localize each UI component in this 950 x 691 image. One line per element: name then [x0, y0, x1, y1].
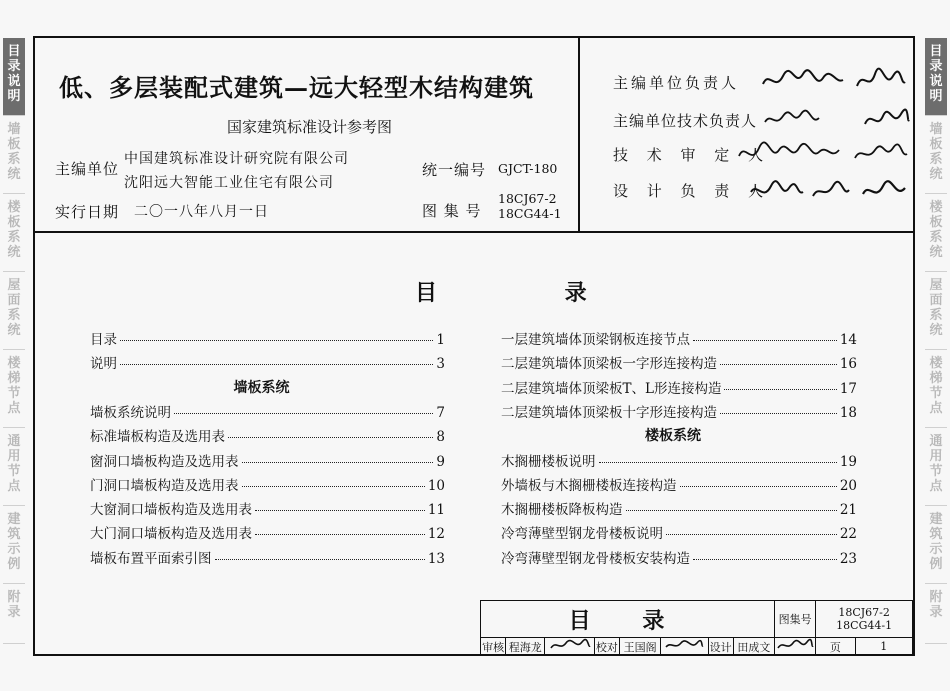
sidebar-tab-char: 目: [7, 44, 21, 59]
sidebar-tab-char: 墙: [929, 122, 943, 137]
toc-entry-page: 19: [839, 453, 857, 470]
unified-no-value: GJCT-180: [498, 161, 558, 176]
toc-section-heading: 楼板系统: [645, 428, 701, 445]
sidebar-tab-right-8[interactable]: [925, 584, 947, 644]
sidebar-tab-char: 附: [929, 590, 943, 605]
atlas-number: [816, 601, 913, 638]
sidebar-tab-char: 系: [929, 152, 943, 167]
toc-leader-dots: [228, 437, 433, 438]
toc-leader-dots: [242, 462, 434, 463]
toc-leader-dots: [599, 462, 837, 463]
toc-entry-page: 3: [436, 356, 445, 373]
editor-label: 主编单位: [55, 160, 120, 178]
sidebar-tab-char: 录: [929, 59, 943, 74]
toc-entry-title: 门洞口墙板构造及选用表: [90, 477, 239, 494]
sidebar-tab-char: 例: [929, 557, 943, 572]
resp-label-3: 技 术 审 定 人: [613, 146, 771, 164]
sidebar-tab-char: 筑: [929, 527, 943, 542]
sidebar-tab-left-5[interactable]: [3, 350, 25, 428]
toc-entry-title: 墙板布置平面索引图: [90, 550, 212, 567]
toc-entry[interactable]: [501, 498, 857, 518]
toc-entry-title: 目录: [90, 332, 117, 348]
resp-label-2: 主编单位技术负责人: [613, 112, 758, 130]
toc-entry-title: 外墙板与木搁栅楼板连接构造: [501, 477, 677, 494]
page-number: 1: [855, 638, 912, 656]
toc-leader-dots: [174, 413, 433, 414]
sidebar-tab-char: 节: [7, 464, 21, 479]
sidebar-tab-left-4[interactable]: [3, 272, 25, 350]
toc-entry[interactable]: [501, 547, 857, 567]
date-value: 二〇一八年八月一日: [134, 204, 269, 220]
toc-leader-dots: [680, 486, 837, 487]
sidebar-tab-char: 点: [7, 479, 21, 494]
sidebar-tab-char: 墙: [7, 122, 21, 137]
sidebar-tab-right-5[interactable]: [925, 350, 947, 428]
toc-entry[interactable]: [90, 522, 445, 542]
toc-entry[interactable]: [90, 328, 445, 348]
toc-entry-title: 说明: [90, 356, 117, 373]
sidebar-tab-left-2[interactable]: [3, 116, 25, 194]
atlas-no-label: 图 集 号: [422, 202, 482, 220]
signature-3: [735, 136, 911, 170]
sidebar-tab-char: 节: [929, 464, 943, 479]
sidebar-tab-char: 统: [7, 167, 21, 182]
sidebar-tab-char: 统: [929, 245, 943, 260]
sidebar-tab-char: 点: [929, 479, 943, 494]
sidebar-tab-char: 板: [7, 215, 21, 230]
sidebar-tab-right-1[interactable]: [925, 38, 947, 116]
toc-leader-dots: [255, 534, 425, 535]
sidebar-tab-char: 楼: [929, 356, 943, 371]
toc-leader-dots: [120, 364, 433, 365]
sidebar-tab-char: 板: [929, 215, 943, 230]
sidebar-tab-char: 建: [929, 512, 943, 527]
sidebar-tab-char: 通: [929, 434, 943, 449]
resp-label-4: 设 计 负 责 人: [613, 182, 771, 200]
sidebar-tab-char: 系: [7, 308, 21, 323]
review-name: 程海龙: [506, 638, 545, 656]
atlas-no-2: 18CG44-1: [498, 206, 562, 221]
check-name: 王国阁: [619, 638, 660, 656]
atlas-number-1: 18CJ67-2: [838, 606, 890, 619]
toc-entry[interactable]: [501, 352, 857, 372]
toc-entry-title: 墙板系统说明: [90, 404, 171, 421]
sidebar-tab-char: 录: [7, 59, 21, 74]
toc-leader-dots: [720, 364, 837, 365]
toc-entry[interactable]: [90, 425, 445, 445]
sidebar-tab-char: 面: [7, 293, 21, 308]
signature-2: [761, 102, 911, 136]
sidebar-tab-char: 示: [929, 542, 943, 557]
sidebar-tab-char: 点: [929, 401, 943, 416]
sidebar-tab-right-7[interactable]: [925, 506, 947, 584]
sidebar-tab-char: 系: [929, 230, 943, 245]
sidebar-tab-char: 系: [929, 308, 943, 323]
sidebar-tab-char: 通: [7, 434, 21, 449]
toc-entry-page: 7: [436, 404, 445, 421]
header-vertical-divider: [578, 38, 580, 231]
atlas-label: 图集号: [775, 601, 816, 638]
toc-entry-page: 8: [436, 429, 445, 446]
toc-entry-page: 9: [436, 453, 445, 470]
toc-entry-title: 冷弯薄壁型钢龙骨楼板安装构造: [501, 550, 690, 567]
design-signature: [775, 638, 816, 656]
toc-entry-title: 二层建筑墙体顶梁板十字形连接构造: [501, 404, 717, 421]
toc-entry[interactable]: [501, 377, 857, 397]
sidebar-tab-right-4[interactable]: [925, 272, 947, 350]
toc-entry-page: 17: [839, 380, 857, 397]
toc-entry-page: 14: [839, 332, 857, 348]
resp-label-1: 主编单位负责人: [613, 74, 740, 92]
sidebar-tab-char: 目: [929, 44, 943, 59]
sidebar-tab-char: 系: [7, 152, 21, 167]
unified-no-label: 统一编号: [422, 161, 487, 179]
sidebar-tab-char: 例: [7, 557, 21, 572]
sidebar-tab-left-7[interactable]: [3, 506, 25, 584]
toc-entry-title: 标准墙板构造及选用表: [90, 429, 225, 446]
toc-entry[interactable]: [501, 328, 857, 348]
check-signature: [661, 638, 708, 656]
sidebar-tab-char: 用: [929, 449, 943, 464]
review-signature-mark: [548, 638, 592, 652]
sidebar-tab-char: 统: [929, 323, 943, 338]
toc-entry-title: 窗洞口墙板构造及选用表: [90, 453, 239, 470]
page-subtitle: 国家建筑标准设计参考图: [227, 118, 393, 136]
toc-leader-dots: [626, 510, 837, 511]
sidebar-tab-char: 面: [929, 293, 943, 308]
toc-entry[interactable]: [501, 401, 857, 421]
sidebar-tab-left-6[interactable]: [3, 428, 25, 506]
header-divider: [35, 231, 913, 233]
toc-entry-title: 大窗洞口墙板构造及选用表: [90, 502, 252, 519]
sidebar-tab-char: 梯: [7, 371, 21, 386]
sidebar-tab-char: 楼: [7, 200, 21, 215]
sidebar-tab-char: 说: [7, 74, 21, 89]
sidebar-tab-char: 明: [929, 89, 943, 104]
sidebar-tab-char: 梯: [929, 371, 943, 386]
sidebar-tab-char: 用: [7, 449, 21, 464]
toc-leader-dots: [215, 559, 425, 560]
toc-entry-page: 10: [427, 477, 445, 494]
sidebar-tab-char: 屋: [929, 278, 943, 293]
sidebar-tab-char: 说: [929, 74, 943, 89]
toc-leader-dots: [666, 534, 837, 535]
sheet-title: 目 录: [481, 601, 775, 638]
check-signature-mark: [663, 638, 705, 652]
sidebar-tab-char: 建: [7, 512, 21, 527]
sidebar-tab-char: 附: [7, 590, 21, 605]
sidebar-tab-char: 系: [7, 230, 21, 245]
toc-entry-page: 13: [427, 550, 445, 567]
sidebar-tab-char: 板: [929, 137, 943, 152]
toc-entry-page: 16: [839, 356, 857, 373]
toc-entry-page: 18: [839, 404, 857, 421]
review-label: 审核: [481, 638, 506, 656]
atlas-no-1: 18CJ67-2: [498, 191, 557, 206]
sidebar-tab-char: 板: [7, 137, 21, 152]
sidebar-tab-char: 统: [7, 245, 21, 260]
drawing-frame: [33, 36, 915, 656]
toc-entry[interactable]: [90, 498, 445, 518]
toc-entry-title: 二层建筑墙体顶梁板一字形连接构造: [501, 356, 717, 373]
check-label: 校对: [594, 638, 619, 656]
page-title: 低、多层装配式建筑—远大轻型木结构建筑: [59, 73, 534, 102]
toc-title: 目 录: [415, 280, 647, 306]
sidebar-tab-left-3[interactable]: [3, 194, 25, 272]
sidebar-tab-char: 统: [7, 323, 21, 338]
signature-1: [757, 62, 907, 98]
sidebar-tab-char: 点: [7, 401, 21, 416]
sidebar-tab-char: 统: [929, 167, 943, 182]
toc-entry-page: 22: [839, 526, 857, 543]
toc-entry-title: 二层建筑墙体顶梁板T、L形连接构造: [501, 380, 722, 397]
toc-entry-page: 20: [839, 477, 857, 494]
toc-entry[interactable]: [90, 352, 445, 372]
review-signature: [545, 638, 594, 656]
sidebar-tab-right-6[interactable]: [925, 428, 947, 506]
sidebar-tab-left-1[interactable]: [3, 38, 25, 116]
toc-entry-title: 大门洞口墙板构造及选用表: [90, 526, 252, 543]
toc-leader-dots: [693, 340, 837, 341]
toc-leader-dots: [720, 413, 837, 414]
sidebar-tab-right-3[interactable]: [925, 194, 947, 272]
toc-entry-page: 12: [427, 526, 445, 543]
toc-section-heading: 墙板系统: [233, 379, 290, 396]
design-label: 设计: [708, 638, 733, 656]
sidebar-tab-char: 筑: [7, 527, 21, 542]
atlas-number-2: 18CG44-1: [836, 619, 893, 632]
sidebar-tab-right-2[interactable]: [925, 116, 947, 194]
toc-entry[interactable]: [90, 401, 445, 421]
toc-leader-dots: [255, 510, 425, 511]
toc-entry[interactable]: [90, 450, 445, 470]
toc-entry[interactable]: [501, 522, 857, 542]
toc-entry-page: 21: [839, 502, 857, 519]
sidebar-tab-left-8[interactable]: [3, 584, 25, 644]
sidebar-tab-char: 示: [7, 542, 21, 557]
toc-entry-title: 一层建筑墙体顶梁钢板连接节点: [501, 332, 690, 348]
design-name: 田成文: [733, 638, 774, 656]
toc-entry-title: 木搁栅楼板说明: [501, 453, 596, 470]
title-block: [480, 600, 913, 656]
toc-leader-dots: [242, 486, 425, 487]
toc-entry-title: 木搁栅楼板降板构造: [501, 502, 623, 519]
design-signature-mark: [775, 638, 815, 652]
toc-leader-dots: [693, 559, 837, 560]
sidebar-tab-char: 节: [7, 386, 21, 401]
signature-4: [747, 174, 911, 208]
editor-unit-1: 中国建筑标准设计研究院有限公司: [124, 151, 349, 167]
toc-entry[interactable]: [90, 547, 445, 567]
sidebar-tab-char: 楼: [7, 356, 21, 371]
toc-entry-page: 11: [427, 502, 445, 519]
sidebar-tab-char: 录: [929, 605, 943, 620]
toc-entry[interactable]: [90, 474, 445, 494]
toc-entry[interactable]: [501, 450, 857, 470]
editor-unit-2: 沈阳远大智能工业住宅有限公司: [124, 175, 334, 191]
sidebar-tab-char: 屋: [7, 278, 21, 293]
toc-entry-title: 冷弯薄壁型钢龙骨楼板说明: [501, 526, 663, 543]
toc-leader-dots: [120, 340, 433, 341]
toc-leader-dots: [724, 389, 836, 390]
sidebar-tab-char: 录: [7, 605, 21, 620]
sidebar-tab-char: 节: [929, 386, 943, 401]
toc-entry-page: 1: [436, 332, 445, 348]
sidebar-tab-char: 明: [7, 89, 21, 104]
page-label: 页: [816, 638, 855, 656]
toc-entry[interactable]: [501, 474, 857, 494]
toc-entry-page: 23: [839, 550, 857, 567]
sidebar-tab-char: 楼: [929, 200, 943, 215]
date-label: 实行日期: [55, 203, 120, 221]
